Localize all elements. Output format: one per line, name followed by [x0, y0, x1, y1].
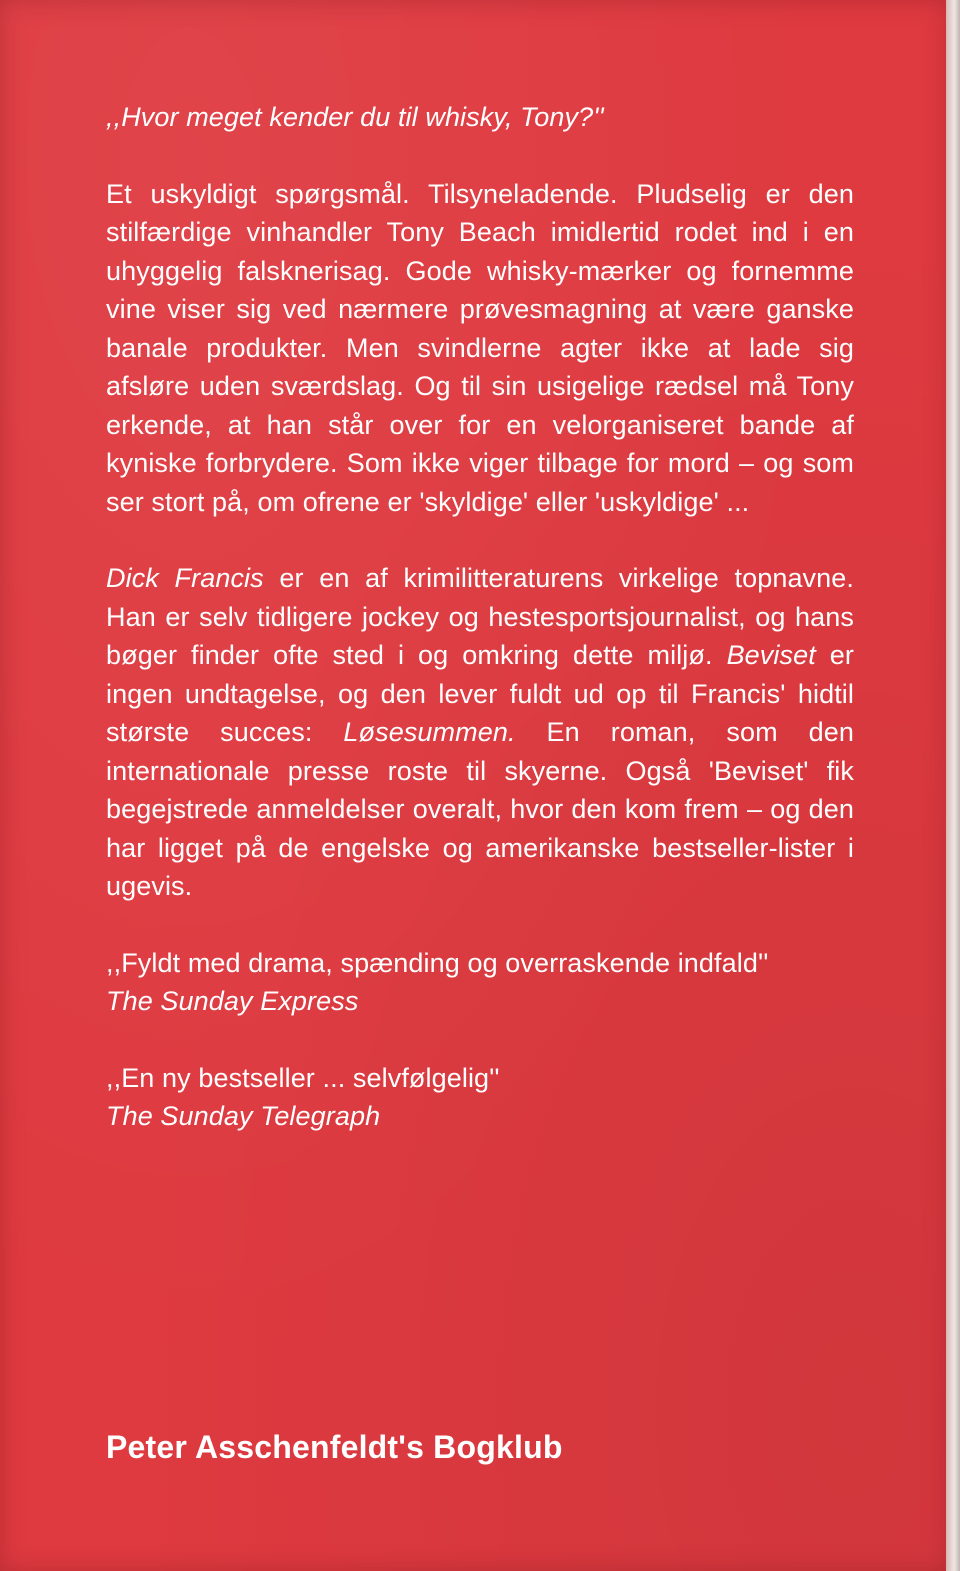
- review-1-source: The Sunday Express: [106, 986, 359, 1016]
- review-2-quote: ,,En ny bestseller ... selvfølgelig'': [106, 1062, 500, 1093]
- author-text-3: En roman, som den internationale presse roste til skyerne. Også 'Beviset' fik begejstrede anmeldelser overalt, hvor den kom frem – og den har ligget på de engelske og amerikanske bestseller-lister i ugevis.: [106, 717, 855, 901]
- previous-book-title: Løsesummen.: [343, 717, 516, 747]
- author-text-1: er en af krimilitteraturens virkelige topnavne. Han er selv tidligere jockey og hestesportsjournalist, og hans bøger finder ofte sted i og omkring dette miljø.: [106, 563, 854, 670]
- book-title: Beviset: [726, 640, 816, 670]
- synopsis-paragraph: Et uskyldigt spørgsmål. Tilsyneladende. Pludselig er den stilfærdige vinhandler Tony Beach imidlertid rodet ind i en uhyggelig falsknerisag. Gode whisky-mærker og fornemme vine viser sig ved nærmere prøvesmagning at være ganske banale produkter. Men svindlerne agter ikke at lade sig afsløre uden sværdslag. Og til sin usigelige rædsel må Tony erkende, at han står over for en velorganiseret bande af kyniske forbrydere. Som ikke viger tilbage for mord – og som ser stort på, om ofrene er 'skyldige' eller 'uskyldige' ...: [106, 178, 854, 517]
- blurb-text: [106, 98, 854, 1136]
- page-edge: [946, 0, 960, 1571]
- review-1: [106, 944, 854, 1021]
- author-name: Dick Francis: [106, 563, 264, 593]
- publisher-name: Peter Asschenfeldt's Bogklub: [106, 1429, 563, 1465]
- author-text-2: er ingen undtagelse, og den lever fuldt ud op til Francis' hidtil største succes:: [106, 640, 854, 747]
- review-2: [106, 1059, 854, 1136]
- opening-quote: [106, 98, 854, 137]
- review-1-quote: ,,Fyldt med drama, spænding og overraskende indfald'': [106, 947, 769, 978]
- opening-quote-text: ,,Hvor meget kender du til whisky, Tony?'': [106, 102, 604, 132]
- author-paragraph: [106, 559, 854, 906]
- review-2-source: The Sunday Telegraph: [106, 1101, 381, 1131]
